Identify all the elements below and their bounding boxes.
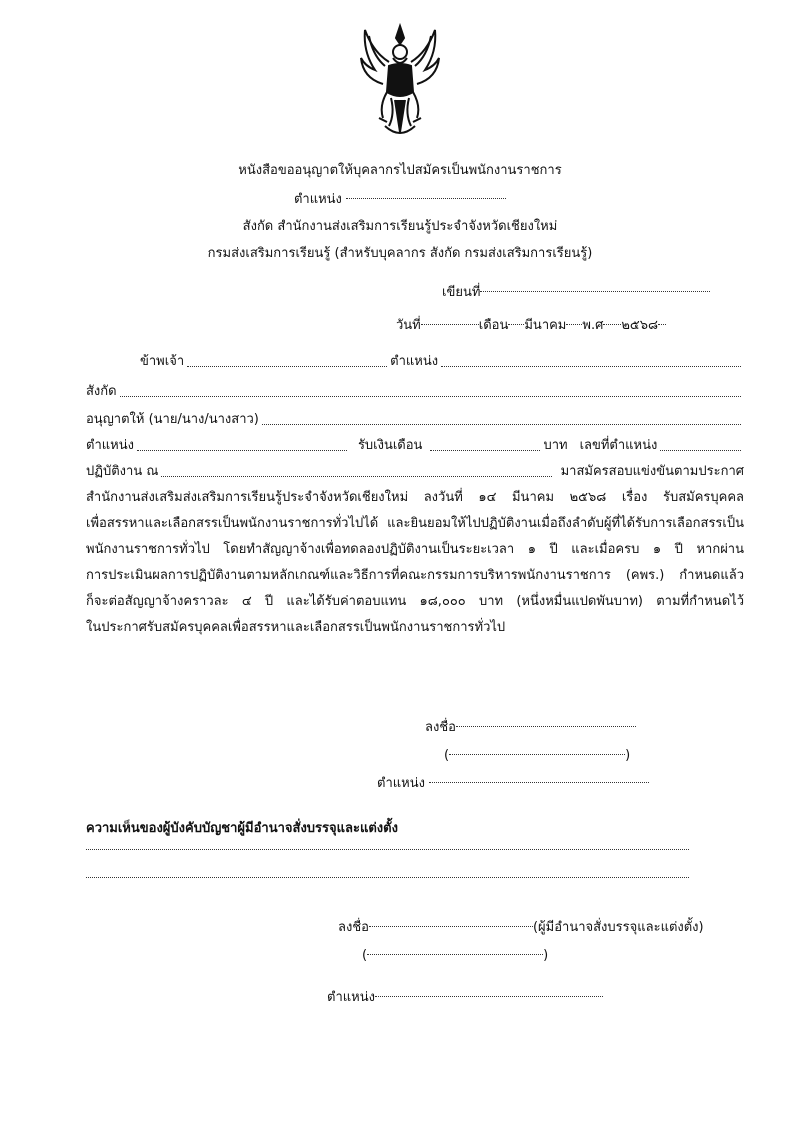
year-value: ๒๕๖๘ [621, 318, 659, 333]
body-line: พนักงานราชการทั่วไป โดยทำสัญญาจ้างเพื่อทดลองปฏิบัติงานเป็นระยะเวลา ๑ ปี และเมื่อครบ ๑ ปี หากผ่าน [86, 542, 744, 557]
paren-open-2: ( [362, 948, 368, 963]
signature1-sign-line [425, 719, 636, 737]
paren-close: ) [625, 748, 631, 763]
position-label-4: ตำแหน่ง [327, 990, 375, 1005]
position-label-3: ตำแหน่ง [377, 776, 425, 791]
header-position-label: ตำแหน่ง [293, 192, 342, 207]
body-line: การประเมินผลการปฏิบัติงานตามหลักเกณฑ์และวิธีการที่คณะกรรมการบริหารพนักงานราชการ (คพร.) กำหนดแล้ว [86, 568, 744, 583]
salary-line [86, 437, 744, 455]
written-at-field[interactable] [480, 290, 710, 292]
work-at-label: ปฏิบัติงาน ณ [86, 464, 159, 479]
signature2-name-field[interactable] [367, 953, 543, 955]
opinion-field-1[interactable] [86, 848, 689, 850]
salary-label: รับเงินเดือน [357, 438, 423, 453]
body-line: สำนักงานส่งเสริมส่งเสริมการเรียนรู้ประจำจังหวัดเชียงใหม่ ลงวันที่ ๑๔ มีนาคม ๒๕๖๘ เรื่อง รับสมัครบุคคล [86, 490, 744, 505]
signature2-position-line [327, 989, 603, 1007]
signature2-sign-line [338, 919, 704, 937]
written-at-label: เขียนที่ [442, 285, 481, 300]
written-at-line [442, 284, 710, 302]
garuda-emblem [355, 22, 445, 144]
i-label: ข้าพเจ้า [140, 354, 185, 369]
applicant-name-field[interactable] [187, 365, 387, 367]
position-no-label: เลขที่ตำแหน่ง [579, 438, 658, 453]
salary-field[interactable] [430, 449, 540, 451]
signature1-field[interactable] [456, 725, 636, 727]
signature2-position-field[interactable] [375, 995, 603, 997]
header-position-field[interactable] [346, 197, 506, 199]
applicant-position-field[interactable] [441, 365, 741, 367]
position-field[interactable] [137, 449, 347, 451]
month-value: มีนาคม [524, 318, 567, 333]
affiliation-field[interactable] [120, 395, 741, 397]
body-line: เพื่อสรรหาและเลือกสรรเป็นพนักงานราชการทั่วไปได้ และยินยอมให้ไปปฏิบัติงานเมื่อถึงลำดับผู้ที่ได้รับการเลือกสรรเป็น [86, 516, 744, 531]
header-department: กรมส่งเสริมการเรียนรู้ (สำหรับบุคลากร สังกัด กรมส่งเสริมการเรียนรู้) [207, 246, 593, 261]
opinion-line-1 [86, 848, 692, 854]
document-title: หนังสือขออนุญาตให้บุคลากรไปสมัครเป็นพนักงานราชการ [238, 163, 562, 178]
affiliation-line [86, 383, 744, 401]
position-label: ตำแหน่ง [390, 354, 439, 369]
signature2-field[interactable] [369, 925, 533, 927]
paren-open: ( [444, 748, 450, 763]
applicant-line [140, 353, 744, 371]
position-no-field[interactable] [660, 449, 741, 451]
sign-label: ลงชื่อ [425, 720, 456, 735]
body-line: ในประกาศรับสมัครบุคคลเพื่อสรรหาและเลือกสรรเป็นพนักงานราชการทั่วไป [86, 620, 506, 635]
affiliation-label: สังกัด [86, 384, 117, 399]
signature2-name-line [362, 947, 548, 965]
work-at-field[interactable] [161, 475, 551, 477]
opinion-field-2[interactable] [86, 876, 689, 878]
signature1-name-field[interactable] [449, 753, 625, 755]
position-label-2: ตำแหน่ง [86, 438, 134, 453]
header-affiliation: สังกัด สำนักงานส่งเสริมการเรียนรู้ประจำจังหวัดเชียงใหม่ [242, 219, 558, 234]
work-at-line [86, 463, 744, 481]
permit-label: อนุญาตให้ (นาย/นาง/นางสาว) [86, 412, 259, 427]
permit-line [86, 411, 744, 429]
opinion-line-2 [86, 876, 692, 882]
day-field[interactable] [421, 323, 479, 325]
paren-close-2: ) [543, 948, 549, 963]
baht-label: บาท [543, 438, 568, 453]
signature1-name-line [444, 747, 630, 765]
authority-label: (ผู้มีอำนาจสั่งบรรจุและแต่งตั้ง) [532, 920, 704, 935]
sign-label-2: ลงชื่อ [338, 920, 369, 935]
permit-name-field[interactable] [262, 423, 741, 425]
year-label: พ.ศ [582, 318, 604, 333]
signature1-position-field[interactable] [429, 781, 649, 783]
opinion-heading: ความเห็นของผู้บังคับบัญชาผู้มีอำนาจสั่งบรรจุและแต่งตั้ง [86, 821, 398, 836]
body-line: ก็จะต่อสัญญาจ้างคราวละ ๔ ปี และได้รับค่าตอบแทน ๑๘,๐๐๐ บาท (หนึ่งหมื่นแปดพันบาท) ตามที่กำหนดไว้ [86, 594, 744, 609]
month-label: เดือน [478, 318, 509, 333]
apply-text: มาสมัครสอบแข่งขันตามประกาศ [560, 464, 744, 479]
date-label: วันที่ [396, 318, 421, 333]
header-position-line [0, 191, 800, 209]
signature1-position-line [377, 775, 649, 793]
date-line [396, 317, 666, 335]
